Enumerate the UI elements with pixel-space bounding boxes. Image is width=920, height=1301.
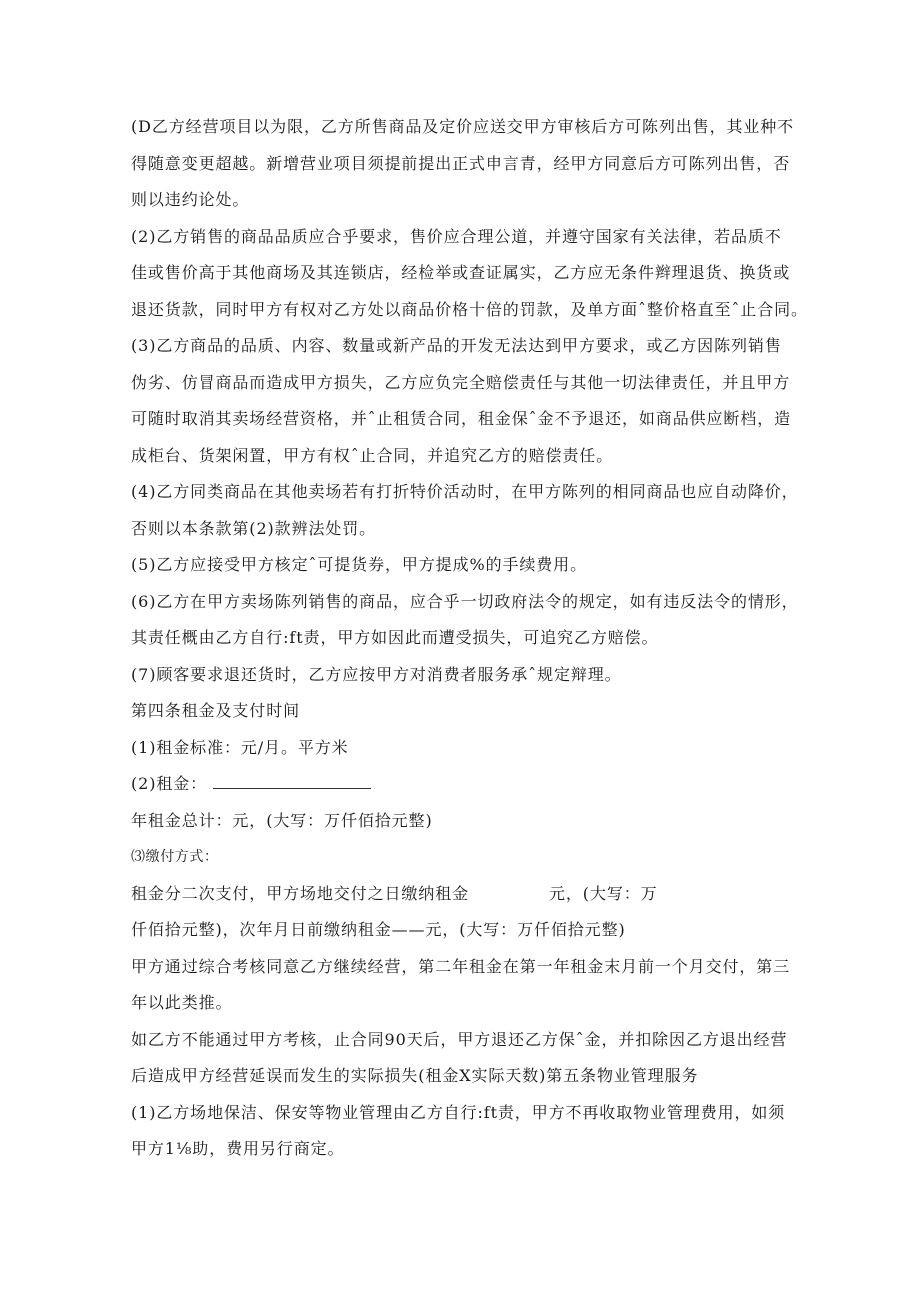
clause-3-line-2: 伪劣、仿冒商品而造成甲方损失，乙方应负完全赔偿责任与其他一切法律责任，并且甲方	[131, 373, 791, 392]
property-mgmt-line-1: (1)乙方场地保洁、保安等物业管理由乙方自行:ft责，甲方不再收取物业管理费用，如须	[131, 1103, 786, 1122]
annual-rent-line: 年租金总计：元，(大写：万仟佰拾元整)	[131, 811, 433, 830]
clause-3-line-4: 成柜台、货架闲置，甲方有权ˆ止合同，并追究乙方的赔偿责任。	[131, 446, 614, 465]
property-mgmt-line-2: 甲方1⅛助，费用另行商定。	[131, 1139, 345, 1158]
rent-amount-line	[131, 774, 371, 794]
termination-line-2: 后造成甲方经营延误而发生的实际损失(租金X实际天数)第五条物业管理服务	[131, 1066, 699, 1085]
renewal-line-2: 年以此类推。	[131, 993, 233, 1012]
clause-3-line-1: (3)乙方商品的品质、内容、数量或新产品的开发无法达到甲方要求，或乙方因陈列销售	[131, 336, 782, 355]
clause-6-line-2: 其责任概由乙方自行:ft责，甲方如因此而遭受损失，可追究乙方赔偿。	[131, 628, 659, 647]
payment-schedule-line-2: 仟佰拾元整)，次年月日前缴纳租金——元，(大写：万仟佰拾元整)	[131, 920, 626, 939]
clause-2-line-3: 退还货款，同时甲方有权对乙方处以商品价格十倍的罚款，及单方面ˆ整价格直至ˆ止合同。	[131, 300, 808, 319]
rent-amount-blank	[213, 774, 371, 789]
clause-3-line-3: 可随时取消其卖场经营资格，并ˆ止租赁合同，租金保ˆ金不予退还，如商品供应断档，造	[131, 409, 792, 428]
rent-amount-label: (2)租金：	[131, 774, 208, 793]
payment-method-line: ⑶缴付方式：	[131, 849, 219, 865]
payment-schedule-line-1a: 租金分二次支付，甲方场地交付之日缴纳租金	[131, 884, 470, 903]
clause-1-line-3: 则以违约论处。	[131, 190, 250, 209]
clause-4-line-2: 否则以本条款第(2)款辨法处罚。	[131, 519, 377, 538]
clause-4-line-1: (4)乙方同类商品在其他卖场若有打折特价活动时，在甲方陈列的相同商品也应自动降价，	[131, 482, 799, 501]
clause-1-line-2: 得随意变更超越。新增营业项目须提前提出正式申言青，经甲方同意后方可陈列出售，否	[131, 154, 791, 173]
renewal-line-1: 甲方通过综合考核同意乙方继续经营，第二年租金在第一年租金末月前一个月交付，第三	[131, 957, 791, 976]
payment-schedule-line-1b: 元，(大写：万	[549, 884, 658, 903]
termination-line-1: 如乙方不能通过甲方考核，止合同90天后，甲方退还乙方保ˆ金，并扣除因乙方退出经营	[131, 1030, 788, 1049]
article-4-heading: 第四条租金及支付时间	[131, 701, 301, 720]
clause-5-line: (5)乙方应接受甲方核定ˆ可提货券，甲方提成%的手续费用。	[131, 555, 587, 574]
clause-2-line-2: 佳或售价高于其他商场及其连锁店，经检举或查证属实，乙方应无条件辫理退货、换货或	[131, 263, 791, 282]
clause-2-line-1: (2)乙方销售的商品品质应合乎要求，售价应合理公道，并遵守国家有关法律，若品质不	[131, 227, 782, 246]
clause-7-line: (7)顾客要求退还货时，乙方应按甲方对消费者服务承ˆ规定辩理。	[131, 665, 622, 684]
clause-1-line-1: (D乙方经营项目以为限，乙方所售商品及定价应送交甲方审核后方可陈列出售，其业种不	[131, 117, 795, 136]
rent-standard-line: (1)租金标准：元/月。平方米	[131, 738, 349, 757]
clause-6-line-1: (6)乙方在甲方卖场陈列销售的商品，应合乎一切政府法令的规定，如有违反法令的情形，	[131, 592, 799, 611]
